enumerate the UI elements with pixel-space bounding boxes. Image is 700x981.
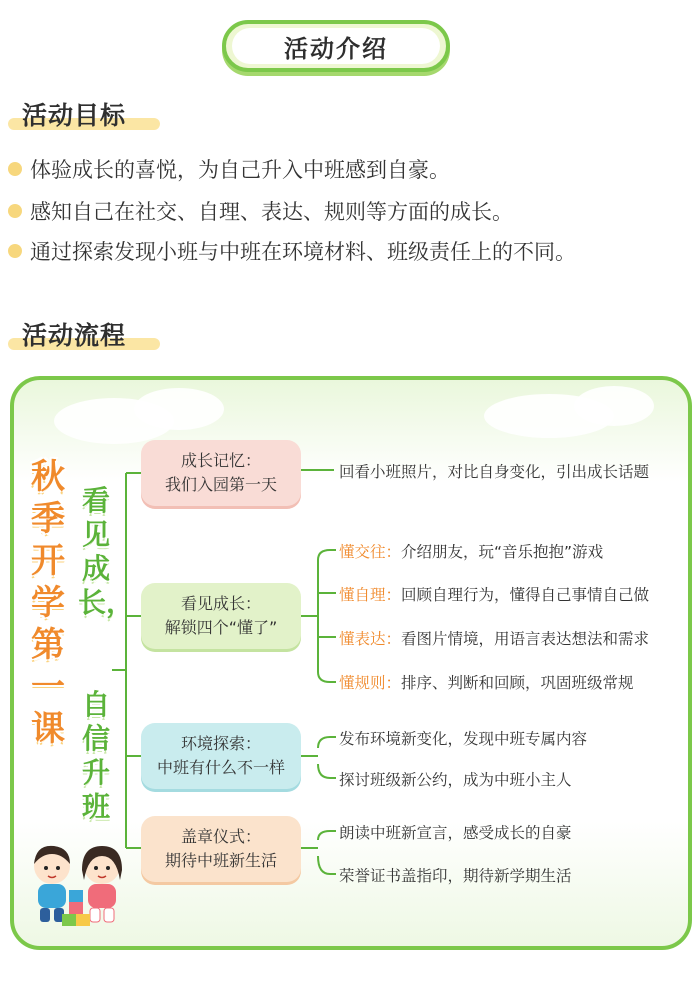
leaf-item [339,460,649,482]
node-line-2: 解锁四个“懂了” [164,618,278,637]
flow-node-memory [141,440,301,506]
page-title: 活动介绍 [284,34,388,63]
node-line-2: 中班有什么不一样 [156,758,285,777]
node-line-1: 盖章仪式： [180,827,261,846]
leaf-text: 荣誉证书盖指印，期待新学期生活 [339,867,572,885]
leaf-text: 探讨班级新公约，成为中班小主人 [339,771,572,789]
leaf-item [339,821,572,843]
goal-text: 感知自己在社交、自理、表达、规则等方面的成长。 [30,200,513,224]
node-line-2: 期待中班新生活 [164,851,277,870]
leaf-item [339,864,572,886]
leaf-item [339,727,587,749]
node-line-1: 环境探索： [180,734,261,753]
leaf-text: 回看小班照片，对比自身变化，引出成长话题 [339,463,650,481]
node-line-1: 看见成长： [180,594,261,613]
flow-node-growth [141,583,301,649]
flow-node-ceremony [141,816,301,882]
subtitle-vertical-2: 自信升班 [81,688,110,823]
leaf-item [339,540,603,562]
leaf-text: 介绍朋友，玩“音乐抱抱”游戏 [401,543,604,561]
goal-text: 通过探索发现小班与中班在环境材料、班级责任上的不同。 [30,240,576,264]
leaf-text: 排序、判断和回顾，巩固班级常规 [401,674,634,692]
node-line-1: 成长记忆： [180,451,261,470]
leaf-item [339,671,634,693]
goal-text: 体验成长的喜悦，为自己升入中班感到自豪。 [30,158,450,182]
flow-title: 活动流程 [22,321,127,350]
leaf-item [339,768,572,790]
subtitle-vertical-1: 看见成长， [78,484,135,619]
leaf-keyword: 懂交往： [339,543,402,561]
leaf-text: 回顾自理行为，懂得自己事情自己做 [401,586,650,604]
leaf-text: 朗读中班新宣言，感受成长的自豪 [339,824,572,842]
goals-title: 活动目标 [22,101,127,130]
node-line-2: 我们入园第一天 [164,475,277,494]
leaf-text: 看图片情境，用语言表达想法和需求 [401,630,650,648]
kids-illustration [22,836,132,936]
flow-node-environment [141,723,301,789]
leaf-keyword: 懂表达： [339,630,402,648]
leaf-keyword: 懂规则： [339,674,402,692]
leaf-text: 发布环境新变化，发现中班专属内容 [339,730,588,748]
leaf-keyword: 懂自理： [339,586,402,604]
leaf-item [339,627,649,649]
main-vertical-title: 秋季开学第一课 [31,457,65,749]
leaf-item [339,583,649,605]
